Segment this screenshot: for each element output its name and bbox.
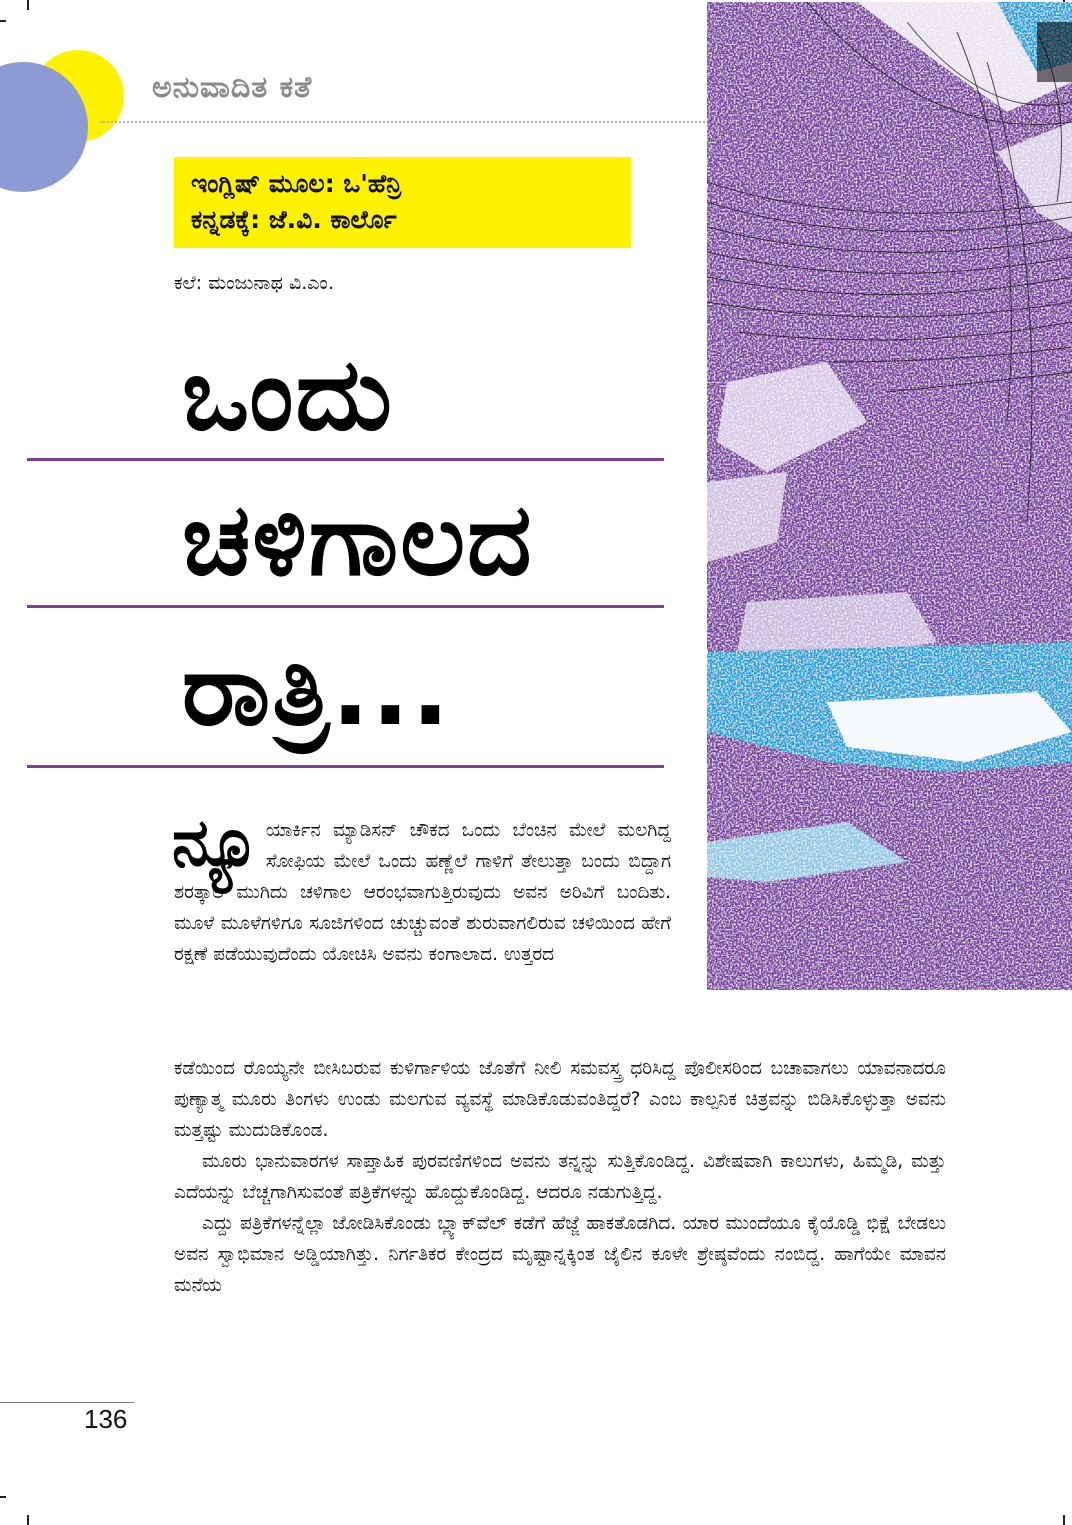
credit-box — [174, 157, 631, 248]
story-paragraph-2: ಮೂರು ಭಾನುವಾರಗಳ ಸಾಪ್ತಾಹಿಕ ಪುರವಣಿಗಳಿಂದ ಅವನು ತನ್ನನ್ನು ಸುತ್ತಿಕೊಂಡಿದ್ದ. ವಿಶೇಷವಾಗಿ ಕಾಲುಗಳು, ಹಿಮ್ಮಡಿ, ಮತ್ತು ಎದೆಯನ್ನು ಬೆಚ್ಚಗಾಗಿಸುವಂತೆ ಪತ್ರಿಕೆಗಳನ್ನು ಹೊದ್ದುಕೊಂಡಿದ್ದ. ಆದರೂ ನಡುಗುತ್ತಿದ್ದ. — [174, 1151, 946, 1203]
section-label: ಅನುವಾದಿತ ಕತೆ — [152, 70, 313, 105]
page-number-rule — [0, 1402, 134, 1403]
dotted-divider — [100, 121, 705, 123]
crop-mark-left-bottom — [0, 1496, 6, 1498]
crop-mark-bottom-left — [27, 1515, 29, 1525]
crop-mark-top-left — [27, 0, 29, 10]
story-paragraph-1-end: ಕಡೆಯಿಂದ ರೊಯ್ಯನೇ ಬೀಸಿಬರುವ ಕುಳಿರ್ಗಾಳಿಯ ಜೊತೆಗೆ ನೀಲಿ ಸಮವಸ್ತ್ರ ಧರಿಸಿದ್ದ ಪೊಲೀಸರಿಂದ ಬಚಾವಾಗಲು ಯಾವನಾದರೂ ಪುಣ್ಯಾತ್ಮ ಮೂರು ತಿಂಗಳು ಉಂಡು ಮಲಗುವ ವ್ಯವಸ್ಥೆ ಮಾಡಿಕೊಡುವಂತಿದ್ದರೆ? ಎಂಬ ಕಾಲ್ಪನಿಕ ಚಿತ್ರವನ್ನು ಬಿಡಿಸಿಕೊಳ್ಳುತ್ತಾ ಅವನು ಮತ್ತಷ್ಟು ಮುದುಡಿಕೊಂಡ. — [174, 1058, 946, 1141]
drop-cap: ನ್ಯೂ — [172, 804, 260, 881]
translator-credit: ಕನ್ನಡಕ್ಕೆ: ಜೆ.ವಿ. ಕಾರ್ಲೊ — [191, 205, 397, 234]
story-body — [174, 1053, 946, 1301]
page-number: 136 — [84, 1404, 128, 1434]
title-rule-2 — [27, 605, 664, 608]
original-author-credit: ಇಂಗ್ಲಿಷ್ ಮೂಲ: ಒ'ಹೆನ್ರಿ — [191, 169, 402, 198]
title-line-3: ರಾತ್ರಿ... — [182, 631, 452, 748]
title-rule-1 — [27, 458, 664, 461]
story-paragraph-3: ಎದ್ದು ಪತ್ರಿಕೆಗಳನ್ನೆಲ್ಲಾ ಜೋಡಿಸಿಕೊಂಡು ಬ್ಲ್ಯಾಕ್‌ವೆಲ್ ಕಡೆಗೆ ಹೆಜ್ಜೆ ಹಾಕತೊಡಗಿದ. ಯಾರ ಮುಂದೆಯೂ ಕೈಯೊಡ್ಡಿ ಭಿಕ್ಷೆ ಬೇಡಲು ಅವನ ಸ್ವಾಭಿಮಾನ ಅಡ್ಡಿಯಾಗಿತ್ತು. ನಿರ್ಗತಿಕರ ಕೇಂದ್ರದ ಮೃಷ್ಟಾನ್ನಕ್ಕಿಂತ ಜೈಲಿನ ಕೂಳೇ ಶ್ರೇಷ್ಠವೆಂದು ನಂಬಿದ್ದ. ಹಾಗೆಯೇ ಮಾವನ ಮನೆಯ — [174, 1213, 946, 1296]
story-opening-column — [172, 804, 671, 970]
crop-mark-left-top — [0, 20, 6, 22]
title-rule-3 — [27, 765, 664, 768]
crop-mark-bottom-right — [1063, 1515, 1065, 1525]
story-paragraph-1-start: ಯಾರ್ಕಿನ ಮ್ಯಾಡಿಸನ್ ಚೌಕದ ಒಂದು ಬೆಂಚಿನ ಮೇಲೆ ಮಲಗಿದ್ದ ಸೋಫಿಯ ಮೇಲೆ ಒಂದು ಹಣ್ಣೆಲೆ ಗಾಳಿಗೆ ತೇಲುತ್ತಾ ಬಂದು ಬಿದ್ದಾಗ ಶರತ್ಕಾಲ ಮುಗಿದು ಚಳಿಗಾಲ ಆರಂಭವಾಗುತ್ತಿರುವುದು ಅವನ ಅರಿವಿಗೆ ಬಂದಿತು. ಮೂಳೆ ಮೂಳೆಗಳಿಗೂ ಸೂಜಿಗಳಿಂದ ಚುಚ್ಚುವಂತೆ ಶುರುವಾಗಲಿರುವ ಚಳಿಯಿಂದ ಹೇಗೆ ರಕ್ಷಣೆ ಪಡೆಯುವುದೆಂದು ಯೋಚಿಸಿ ಅವನು ಕಂಗಾಲಾದ. ಉತ್ತರದ — [174, 820, 671, 965]
abstract-painting-icon — [707, 2, 1072, 990]
title-line-1: ಒಂದು — [182, 336, 394, 453]
art-credit: ಕಲೆ: ಮಂಜುನಾಥ ವಿ.ಎಂ. — [174, 272, 334, 294]
title-line-2: ಚಳಿಗಾಲದ — [182, 481, 534, 598]
